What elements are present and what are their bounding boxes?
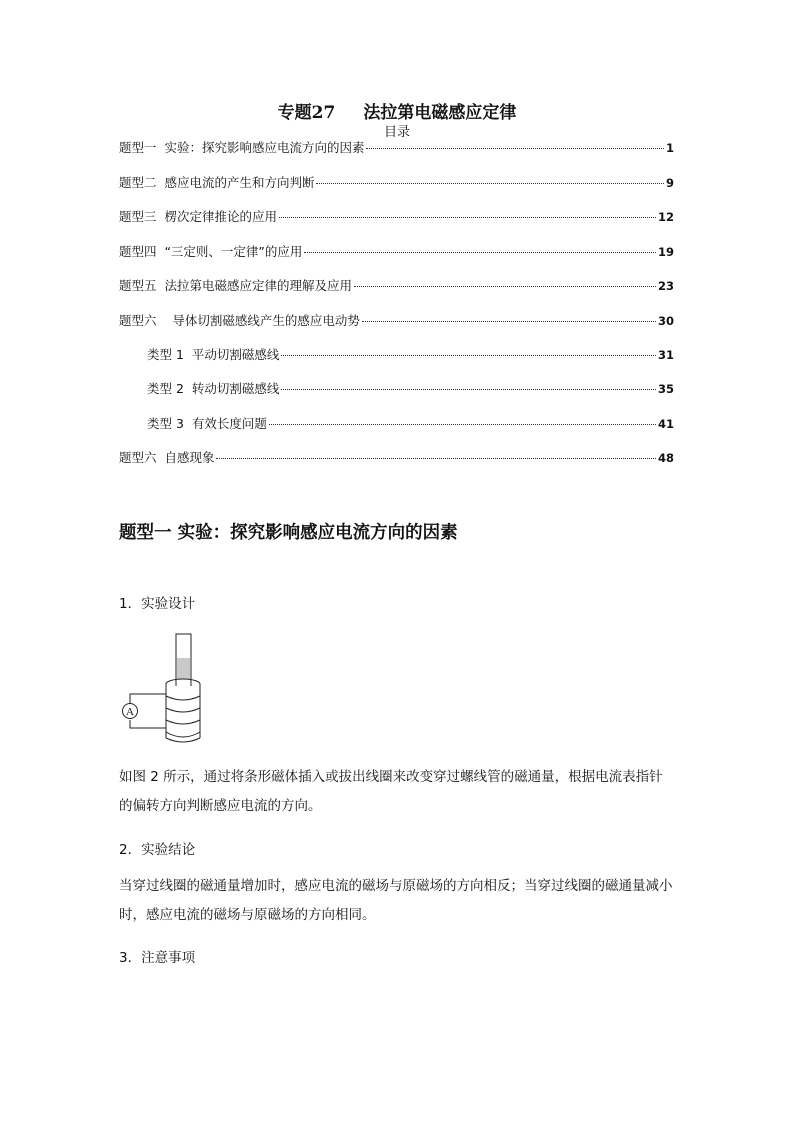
toc-leader-dots [354,286,656,287]
paragraph-design: 如图 2 所示，通过将条形磁体插入或拔出线圈来改变穿过螺线管的磁通量，根据电流表指针的偏转方向判断感应电流的方向。 [119,769,663,814]
toc-entry[interactable] [119,138,674,158]
toc-entry-label: 类型 1 平动切割磁感线 [147,347,280,362]
toc-entry-label: 题型一 实验：探究影响感应电流方向的因素 [119,140,365,155]
toc-entry[interactable] [119,207,674,227]
toc-entry-page: 12 [657,210,674,224]
title-number: 专题27 [277,103,336,123]
toc-subentry[interactable] [147,414,674,434]
toc-leader-dots [216,458,656,459]
toc-entry-page: 48 [657,451,674,465]
section-heading: 题型一 实验：探究影响感应电流方向的因素 [119,523,458,543]
toc-entry-page: 1 [665,141,674,155]
toc-leader-dots [269,424,656,425]
title-text: 法拉第电磁感应定律 [363,103,517,123]
toc-leader-dots [362,321,656,322]
toc-entry-label: 题型二 感应电流的产生和方向判断 [119,175,315,190]
document-title [0,98,794,123]
toc-entry[interactable] [119,173,674,193]
toc-entry-page: 19 [657,245,674,259]
step-heading-conclusion: 2．实验结论 [119,842,196,858]
step-heading-notes: 3．注意事项 [119,950,196,966]
toc-entry-page: 23 [657,279,674,293]
toc-entry[interactable] [119,242,674,262]
toc-entry-label: 题型六 自感现象 [119,450,215,465]
toc-leader-dots [279,217,656,218]
toc-entry-page: 31 [657,348,674,362]
toc-entry[interactable] [119,448,674,468]
toc-entry-label: 题型五 法拉第电磁感应定律的理解及应用 [119,278,352,293]
step-heading-design: 1．实验设计 [119,596,196,612]
toc-entry[interactable] [119,276,674,296]
toc-heading: 目录 [383,125,410,140]
toc-entry-label: 题型四 “三定则、一定律”的应用 [119,244,303,259]
toc-entry-label: 类型 3 有效长度问题 [147,416,267,431]
coil [166,679,200,742]
toc-entry-page: 30 [657,314,674,328]
toc-entry[interactable] [119,311,674,331]
toc-entry-page: 41 [657,417,674,431]
toc-entry-label: 类型 2 转动切割磁感线 [147,381,280,396]
paragraph-conclusion: 当穿过线圈的磁通量增加时，感应电流的磁场与原磁场的方向相反；当穿过线圈的磁通量减小时，感应电流的磁场与原磁场的方向相同。 [119,878,673,923]
toc-leader-dots [281,389,656,390]
wire-top [130,694,166,703]
toc-entry-page: 35 [657,382,674,396]
wire-bottom [130,720,166,728]
toc-entry-label: 题型三 楞次定律推论的应用 [119,209,277,224]
toc-leader-dots [316,183,664,184]
toc-entry-label: 题型六 导体切割磁感线产生的感应电动势 [119,313,360,328]
toc-subentry[interactable] [147,345,674,365]
solenoid-magnet-figure [122,632,222,747]
toc-leader-dots [281,355,656,356]
ammeter-label: A [126,706,134,718]
toc-subentry[interactable] [147,379,674,399]
toc-leader-dots [304,252,656,253]
toc-leader-dots [366,148,664,149]
toc-entry-page: 9 [665,176,674,190]
